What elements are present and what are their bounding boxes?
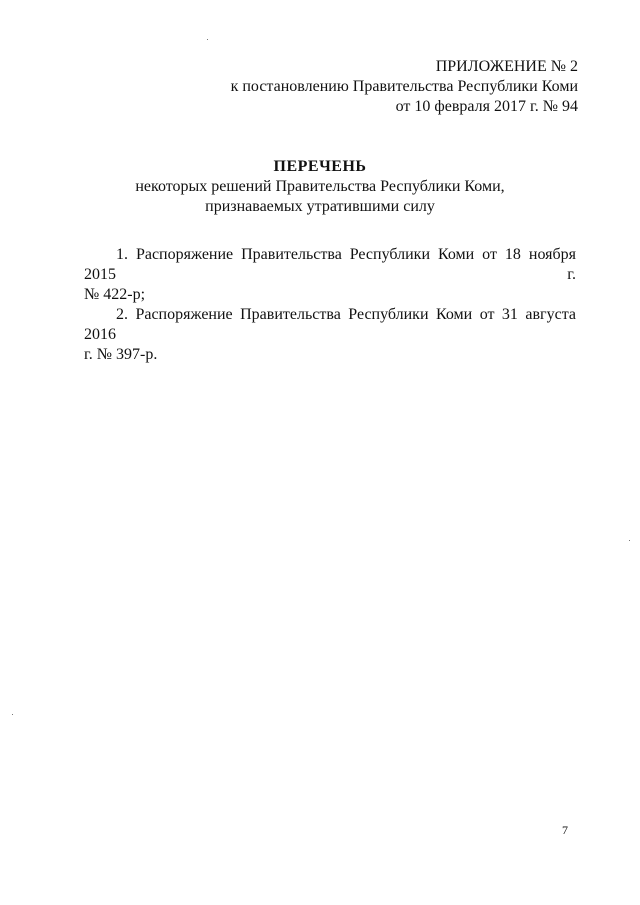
scan-speck <box>629 540 630 541</box>
annex-date: от 10 февраля 2017 г. № 94 <box>395 98 578 115</box>
list-item-text-continuation: № 422-р; <box>84 286 146 303</box>
list-item <box>84 245 576 305</box>
scan-speck <box>207 39 208 40</box>
annex-reference: к постановлению Правительства Республики Коми <box>230 78 578 95</box>
list-item-text: 2. Распоряжение Правительства Республики Коми от 31 августа 2016 <box>84 306 576 343</box>
document-heading <box>0 157 640 217</box>
list-item-text-continuation: г. № 397-р. <box>84 346 158 363</box>
list-item <box>84 305 576 365</box>
annex-number: ПРИЛОЖЕНИЕ № 2 <box>435 58 578 75</box>
scan-speck <box>12 714 13 715</box>
page-number: 7 <box>562 823 568 837</box>
document-title: ПЕРЕЧЕНЬ <box>273 158 367 175</box>
document-subtitle-line1: некоторых решений Правительства Республики Коми, <box>135 178 505 195</box>
annex-header <box>231 57 578 117</box>
decision-list <box>84 245 576 365</box>
list-item-text: 1. Распоряжение Правительства Республики Коми от 18 ноября 2015 г. <box>84 246 576 283</box>
document-subtitle-line2: признаваемых утратившими силу <box>205 198 435 215</box>
